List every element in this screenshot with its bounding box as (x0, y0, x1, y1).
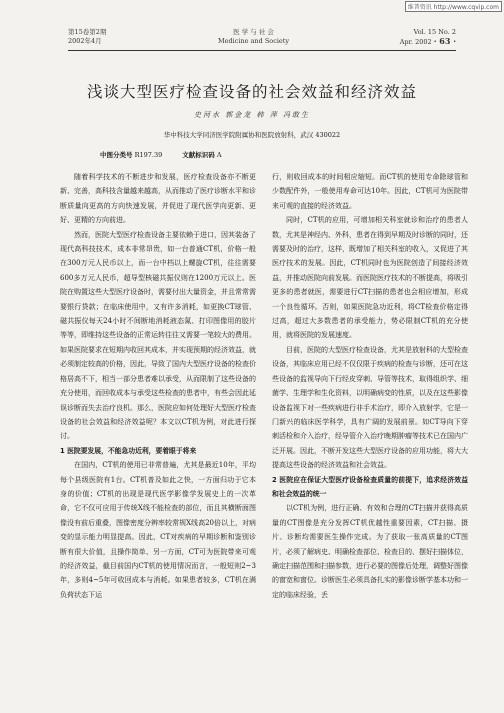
journal-volume-en (400, 28, 456, 47)
doccode-value: A (216, 151, 222, 159)
classification-label: 中图分类号 (100, 151, 133, 159)
volume-en: Vol. 15 No. 2 (413, 28, 456, 36)
body-paragraph: 以CT机为例，进行正确、有效和合理的CT扫描并获得高质量的CT图像是充分发挥CT机优越性重要因素，CT扫描、摄片、诊断均需要医生操作完成。为了获取一张高质量的CT图片，必须了解病史、明确检查部位、检查目的、摆好扫描体位，确定扫描范围和扫描参数，进行必要的图像后处理，调整好图像的窗宽和窗位。诊断医生必须具备扎实的影像诊断学基本功和一定的临床经验，丢 (272, 504, 468, 599)
body-paragraph: 同时，CT机的应用，可增加相关科室就诊和治疗的患者人数，尤其是神经内、外科，患者在得到早期及时诊断的同时，还需要及时的治疗，这样，既增加了相关科室的收入，又促进了其医疗技术的发展。因此，CT机同时也为医院创造了间接经济效益，并推动医院向前发展。而医院医疗技术的不断提高，将吸引更多的患者就医，需要进行CT扫描的患者也会相应增加，形成一个良性循环。否则，如果医院急功近利，将CT检查价格定得过高，超过大多数患者的承受能力，势必限制CT机的充分使用，就将医院的发展速度。 (272, 216, 468, 340)
author-affiliation: 华中科技大学同济医学院附属协和医院放射科，武汉 430022 (163, 131, 341, 139)
date-en: Apr. 2002 (399, 38, 432, 46)
right-text-column (272, 170, 468, 602)
body-paragraph: 随着科学技术的不断进步和发展，医疗检查设备亦不断更新、完善，高科技含量越来越高，从而推动了医疗诊断水平和诊断质量向更高的方向快速发展，并促进了现代医学向更新、更好、更精的方向前进。 (60, 173, 256, 225)
volume-issue: 第15卷第2期 (68, 28, 107, 36)
page-number: · 63 · (433, 36, 456, 46)
classification-line (100, 150, 240, 159)
article-title: 浅谈大型医疗检查设备的社会效益和经济效益 (86, 83, 417, 101)
body-paragraph: 目前，医院的大型医疗检查设备，尤其是放射科的大型检查设备，其临床应用已经不仅仅限于疾病的检查与诊断，还可在这些设备的监视导向下行经皮穿刺、导管等技术，取得组织学、细菌学、生理学和生化资料，以明确病变的性质，以及在这些影像设备监视下对一些疾病进行非手术治疗，即介入放射学，它是一门新兴的临床医学科学，具有广阔的发展前景。如CT导向下穿刺活检和介入治疗，经导管介入治疗晚期肿瘤等技术已在国内广泛开展。因此，不断开发这些大型医疗设备的应用功能，将大大提高这些设备的经济效益和社会效益。 (272, 345, 468, 470)
journal-issue (68, 28, 106, 46)
classification-code: R197.39 (134, 151, 163, 159)
journal-name-en: Medicine and Society (218, 37, 290, 45)
body-paragraph: 行，则收回成本的时间相应缩短。而CT机的使用专命除球管和少数配件外，一般使用寿命可达10年。因此，CT机可为医院带来可观的直接的经济效益。 (272, 173, 468, 210)
doccode-label: 文献标识码 (182, 151, 215, 159)
journal-name (218, 28, 289, 46)
body-paragraph: 然而，医院大型医疗检查设备主要依赖于进口，因其装备了现代高科技技术，成本非常昂贵，如一台普通CT机，价格一般在300万元人民币以上，而一台中档以上螺旋CT机，往往需要600多万元人民币，超导型核磁共振仪则在1200万元以上。医院在购置这些大型医疗设备时，需要付出大量资金，并且常常需要银行贷款；在临床使用中，又有许多消耗，如更换CT球管、磁共振仪每天24小时不间断地消耗液态氮、打印图像用的胶片等等，即维持这些设备的正常运转往往又需要一笔较大的费用。如果医院要求在短期内收回其成本，并实现预期的经济效益，就必须制定较高的价格，因此，导致了国内大型医疗设备的检查价格居高不下，相当一部分患者难以承受，从而限制了这些设备的充分使用，而回收成本与承受这些检查的患者中，有些会因此延误诊断而失去治疗良机。那么，医院应如何处理好大型医疗检查设备的社会效益和经济效益呢？本文以CT机为例，对此进行探讨。 (60, 230, 256, 441)
running-header (68, 28, 456, 51)
issue-date: 2002年4月 (68, 37, 102, 45)
article-authors: 史河水 郭金龙 韩 萍 冯敢生 (194, 111, 310, 119)
section-heading: 2 医院应在保证大型医疗设备检查质量的前提下，追求经济效益和社会效益的统一 (272, 475, 468, 498)
body-paragraph: 在国内，CT机的使用已非常普遍，尤其是最近10年，平均每个县级医院有1台。CT机普及如此之快，一方面归功于它本身的价值；CT机的出现是现代医学影像学发展史上的一次革命，它不仅可应用于传统X线不能检查的部位，而且其横断面图像没有前后重叠，图像密度分辨率较常规X线高20倍以上，对病变的显示能力明显提高。因此，CT对疾病的早期诊断和鉴别诊断有很大价值，且操作简单、另一方面，CT可为医院带来可观的经济效益，截目前国内CT机的使用情况而言，一般短则2~3年，多则4~5年可收回成本与消耗。如果患者较多，CT机在满负荷状态下运 (60, 461, 256, 599)
source-stamp: 维普资讯 http://www.cqvip.com (405, 1, 502, 12)
left-text-column (60, 170, 256, 602)
section-heading: 1 医院要发展，不能急功近利，要着眼于将来 (60, 446, 197, 455)
journal-name-cn: 医 学 与 社 会 (233, 28, 274, 36)
date-page-line (400, 37, 456, 47)
